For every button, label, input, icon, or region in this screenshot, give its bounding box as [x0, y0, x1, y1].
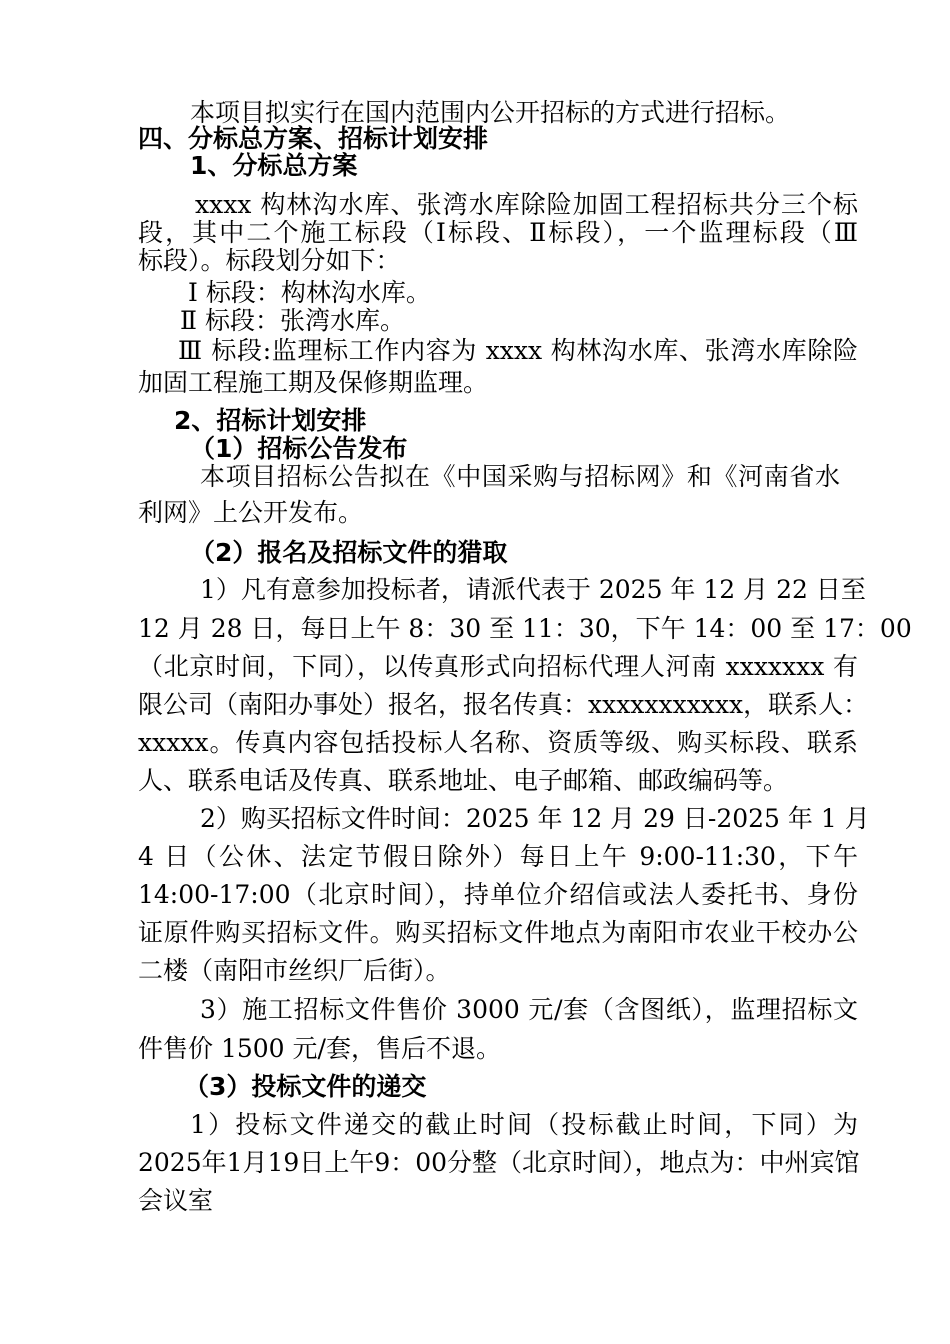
paragraph-line: 本项目招标公告拟在《中国采购与招标网》和《河南省水: [200, 462, 840, 491]
section-heading-4: 四、分标总方案、招标计划安排: [138, 124, 489, 153]
paragraph-line: 段，其中二个施工标段（Ⅰ标段、Ⅱ标段），一个监理标段（Ⅲ: [138, 218, 858, 247]
subsection-3-heading: （3）投标文件的递交: [184, 1072, 427, 1101]
subheading-1: 1、分标总方案: [190, 151, 358, 180]
paragraph-line: 2）购买招标文件时间：2025 年 12 月 29 日-2025 年 1 月: [200, 804, 870, 833]
paragraph-line: 14:00-17:00（北京时间），持单位介绍信或法人委托书、身份: [138, 880, 858, 909]
paragraph-line: 1）凡有意参加投标者，请派代表于 2025 年 12 月 22 日至: [200, 575, 866, 604]
section-iii-item: Ⅲ 标段:监理标工作内容为 xxxx 构林沟水库、张湾水库除险: [178, 336, 858, 365]
paragraph-line: 标段）。标段划分如下：: [138, 246, 401, 275]
paragraph-line: 限公司（南阳办事处）报名，报名传真：xxxxxxxxxxx，联系人：: [138, 690, 869, 719]
paragraph-line: 1）投标文件递交的截止时间（投标截止时间，下同）为: [190, 1110, 858, 1139]
subsection-1-heading: （1）招标公告发布: [190, 434, 408, 463]
paragraph-line: 2025年1月19日上午9：00分整（北京时间），地点为：中州宾馆: [138, 1148, 860, 1177]
paragraph-line: 加固工程施工期及保修期监理。: [138, 368, 489, 397]
paragraph-line: 12 月 28 日，每日上午 8：30 至 11：30，下午 14：00 至 17：00: [138, 614, 912, 643]
paragraph-line: 3）施工招标文件售价 3000 元/套（含图纸），监理招标文: [200, 995, 858, 1024]
section-ii-item: Ⅱ 标段：张湾水库。: [180, 306, 405, 335]
paragraph-line: 件售价 1500 元/套，售后不退。: [138, 1034, 501, 1063]
paragraph-line: 人、联系电话及传真、联系地址、电子邮箱、邮政编码等。: [138, 766, 789, 795]
paragraph-line: 4 日（公休、法定节假日除外）每日上午 9:00-11:30，下午: [138, 842, 858, 871]
paragraph-line: 利网》上公开发布。: [138, 498, 364, 527]
paragraph-line: （北京时间，下同），以传真形式向招标代理人河南 xxxxxxx 有: [138, 652, 858, 681]
intro-paragraph: 本项目拟实行在国内范围内公开招标的方式进行招标。: [190, 98, 791, 127]
section-i-item: Ⅰ 标段：构林沟水库。: [188, 278, 431, 307]
paragraph-line: xxxx 构林沟水库、张湾水库除险加固工程招标共分三个标: [195, 190, 858, 219]
subsection-2-heading: （2）报名及招标文件的猎取: [190, 538, 508, 567]
subheading-2: 2、招标计划安排: [174, 406, 367, 435]
paragraph-line: 会议室: [138, 1186, 214, 1215]
paragraph-line: 二楼（南阳市丝织厂后街）。: [138, 956, 451, 985]
paragraph-line: 证原件购买招标文件。购买招标文件地点为南阳市农业干校办公: [138, 918, 858, 947]
paragraph-line: xxxxx。传真内容包括投标人名称、资质等级、购买标段、联系: [138, 728, 858, 757]
